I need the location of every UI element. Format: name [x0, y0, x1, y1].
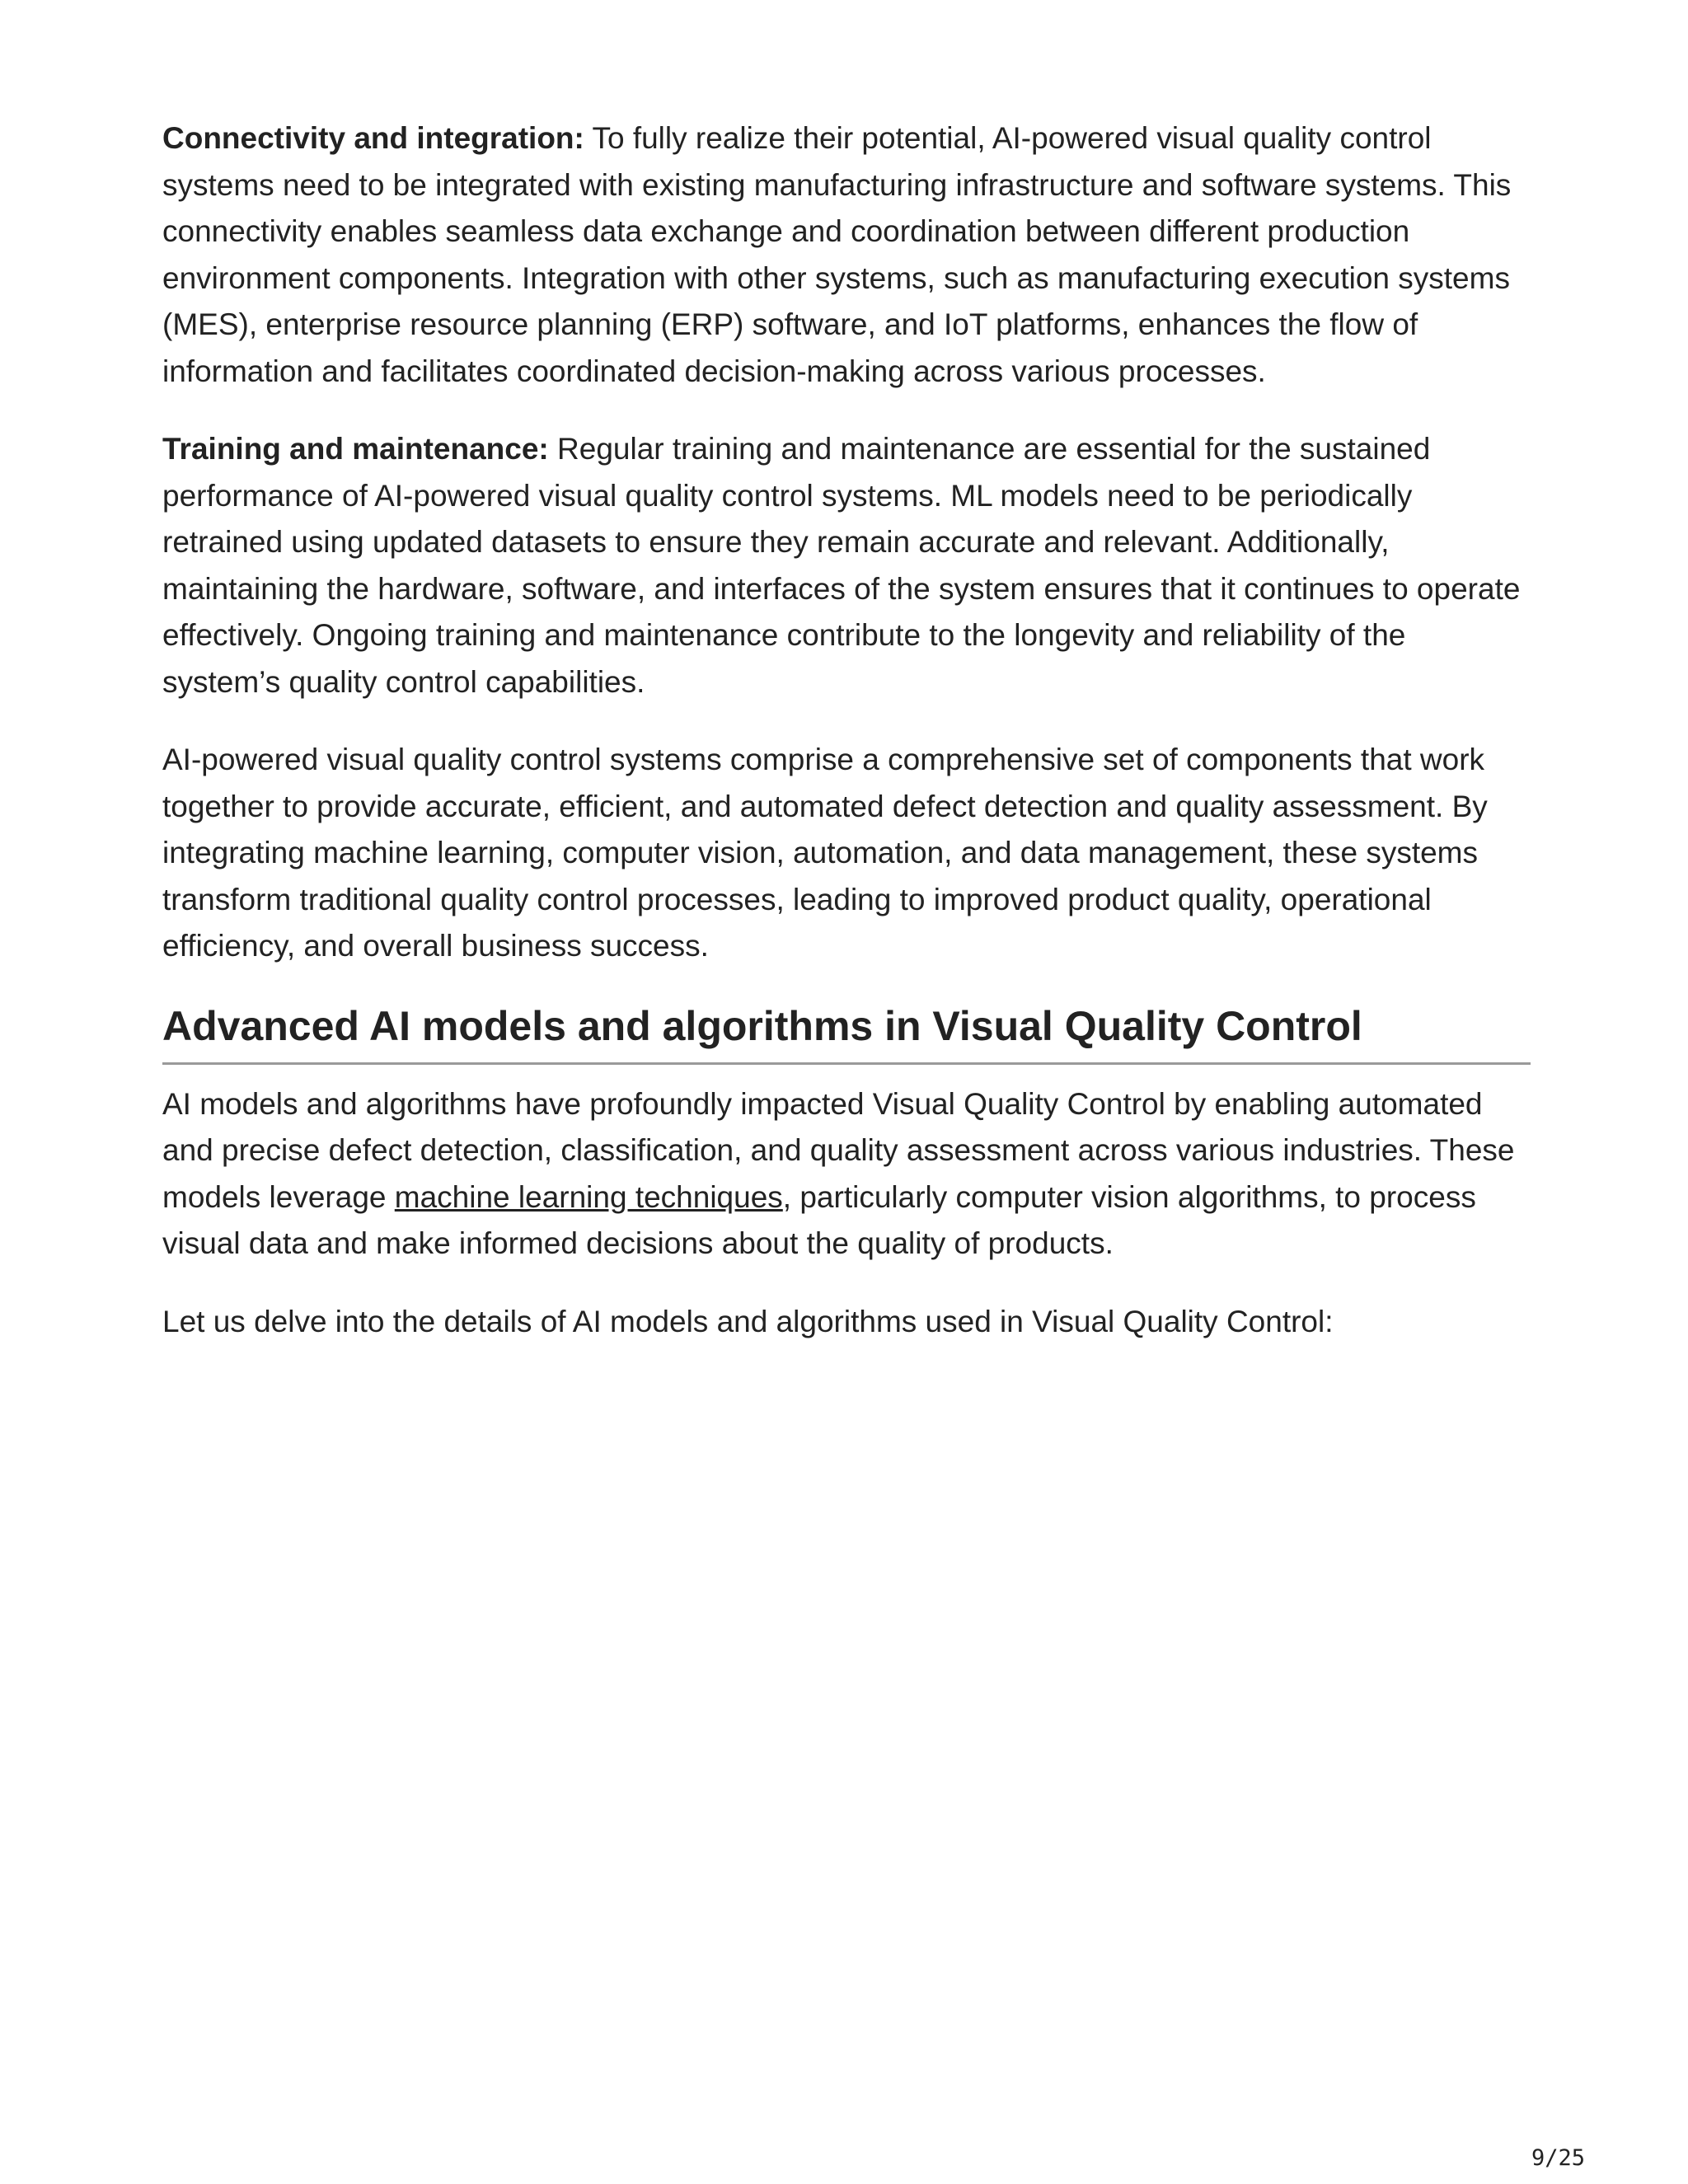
- closing-paragraph: Let us delve into the details of AI models and algorithms used in Visual Quality Control:: [162, 1304, 1334, 1338]
- training-text: Regular training and maintenance are essential for the sustained performance of AI-powered visual quality control systems. ML models need to be periodically retrained using updated datasets to ensure they remain accurate and relevant. Additionally, maintaining the hardware, software, and interfaces of the system ensures that it continues to operate effectively. Ongoing training and maintenance contribute to the longevity and reliability of the system’s quality control capabilities.: [162, 432, 1521, 699]
- training-paragraph: [162, 426, 1531, 705]
- machine-learning-techniques-link[interactable]: machine learning techniques: [394, 1179, 783, 1214]
- article-body: [162, 115, 1531, 1376]
- intro-paragraph: [162, 1081, 1531, 1268]
- summary-paragraph: AI-powered visual quality control systems comprise a comprehensive set of components that work together to provide accurate, efficient, and automated defect detection and quality assessment. By integrating machine learning, computer vision, automation, and data management, these systems transform traditional quality control processes, leading to improved product quality, operational efficiency, and overall business success.: [162, 743, 1488, 963]
- connectivity-text: To fully realize their potential, AI-powered visual quality control systems need to be integrated with existing manufacturing infrastructure and software systems. This connectivity enables seamless data exchange and coordination between different production environment components. Integration with other systems, such as manufacturing execution systems (MES), enterprise resource planning (ERP) software, and IoT platforms, enhances the flow of information and facilitates coordinated decision-making across various processes.: [162, 121, 1512, 388]
- connectivity-paragraph: [162, 115, 1531, 395]
- intro-text-before-link: AI models and algorithms have profoundly impacted Visual Quality Control by enabling automated and precise defect detection, classification, and quality assessment across various industries. These models leverage: [162, 1086, 1515, 1214]
- connectivity-lead: Connectivity and integration:: [162, 121, 584, 155]
- section-heading: Advanced AI models and algorithms in Visual Quality Control: [162, 1001, 1531, 1065]
- intro-text-after-link: , particularly computer vision algorithms, to process visual data and make informed decisions about the quality of products.: [162, 1179, 1476, 1260]
- training-lead: Training and maintenance:: [162, 432, 549, 466]
- page-number: 9/25: [1531, 2145, 1586, 2171]
